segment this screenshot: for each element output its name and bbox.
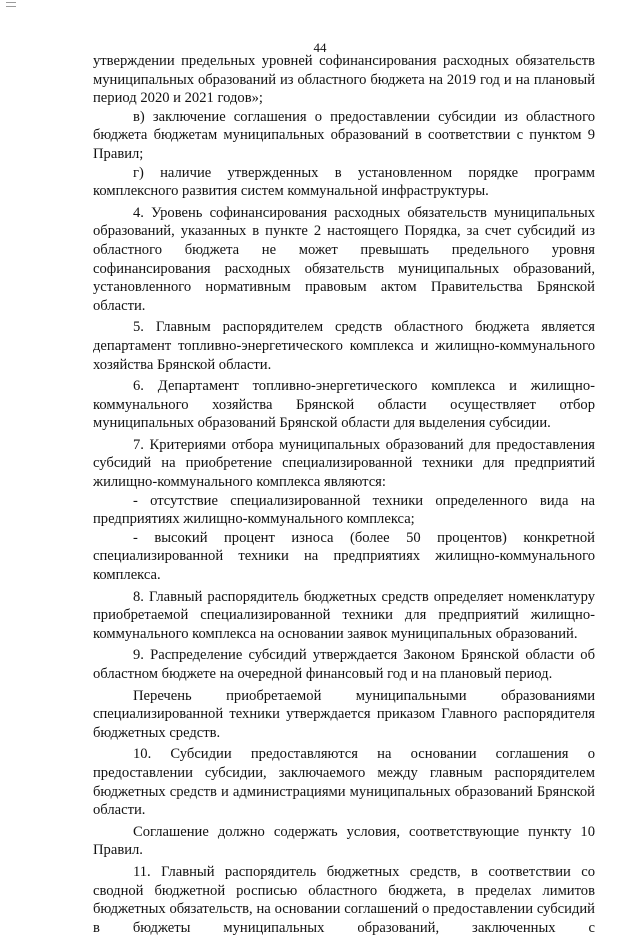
paragraph-9-list: Перечень приобретаемой муниципальными образованиями специализированной техники утверждается приказом Главного распорядителя бюджетных средств. — [93, 687, 595, 741]
paragraph-item-v: в) заключение соглашения о предоставлении субсидии из областного бюджета бюджетам муниципальных образований в соответствии с пунктом 9 Правил; — [93, 108, 595, 162]
paragraph-7: 7. Критериями отбора муниципальных образований для предоставления субсидий на приобретение специализированной техники для предприятий жилищно-коммунального комплекса являются: — [93, 436, 595, 491]
paragraph-9: 9. Распределение субсидий утверждается Законом Брянской области об областном бюджете на очередной финансовый год и на плановый период. — [93, 647, 595, 682]
page-number: 44 — [313, 40, 327, 55]
paragraph-7-bullet-2: - высокий процент износа (более 50 процентов) конкретной специализированной техники на предприятиях жилищно-коммунального комплекса. — [93, 529, 595, 584]
paragraph-10: 10. Субсидии предоставляются на основании соглашения о предоставлении субсидии, заключаемого между главным распорядителем бюджетных средств и администрациями муниципальных образований Брянской области. — [93, 746, 595, 819]
paragraph-5: 5. Главным распорядителем средств областного бюджета является департамент топливно-энергетического комплекса и жилищно-коммунального хозяйства Брянской области. — [93, 319, 595, 373]
paragraph-item-g: г) наличие утвержденных в установленном порядке программ комплексного развития систем коммунальной инфраструктуры. — [93, 164, 595, 200]
paragraph-10-agreement: Соглашение должно содержать условия, соответствующие пункту 10 Правил. — [93, 823, 595, 859]
body-text — [93, 52, 595, 937]
scan-corner-mark — [6, 0, 20, 10]
paragraph-6: 6. Департамент топливно-энергетического комплекса и жилищно-коммунального хозяйства Брянской области осуществляет отбор муниципальных образований Брянской области для выделения субсидии. — [93, 378, 595, 432]
paragraph-continuation: утверждении предельных уровней софинансирования расходных обязательств муниципальных образований из областного бюджета на 2019 год и на плановый период 2020 и 2021 годов»; — [93, 53, 595, 107]
paragraph-4: 4. Уровень софинансирования расходных обязательств муниципальных образований, указанных в пункте 2 настоящего Порядка, за счет субсидий из областного бюджета не может превышать предельного уровня софинансирования расходных обязательств муниципальных образований, установленного нормативным правовым актом Правительства Брянской области. — [93, 204, 595, 314]
paragraph-8: 8. Главный распорядитель бюджетных средств определяет номенклатуру приобретаемой специализированной техники для предприятий жилищно-коммунального комплекса на основании заявок муниципальных образований. — [93, 588, 595, 642]
paragraph-7-bullet-1: - отсутствие специализированной техники определенного вида на предприятиях жилищно-коммунального комплекса; — [93, 492, 595, 528]
paragraph-11: 11. Главный распорядитель бюджетных средств, в соответствии со сводной бюджетной росписью областного бюджета, в пределах лимитов бюджетных обязательств, на основании соглашений о предоставлении субсидий в бюджеты муниципальных образований, заключенных с — [93, 863, 595, 936]
